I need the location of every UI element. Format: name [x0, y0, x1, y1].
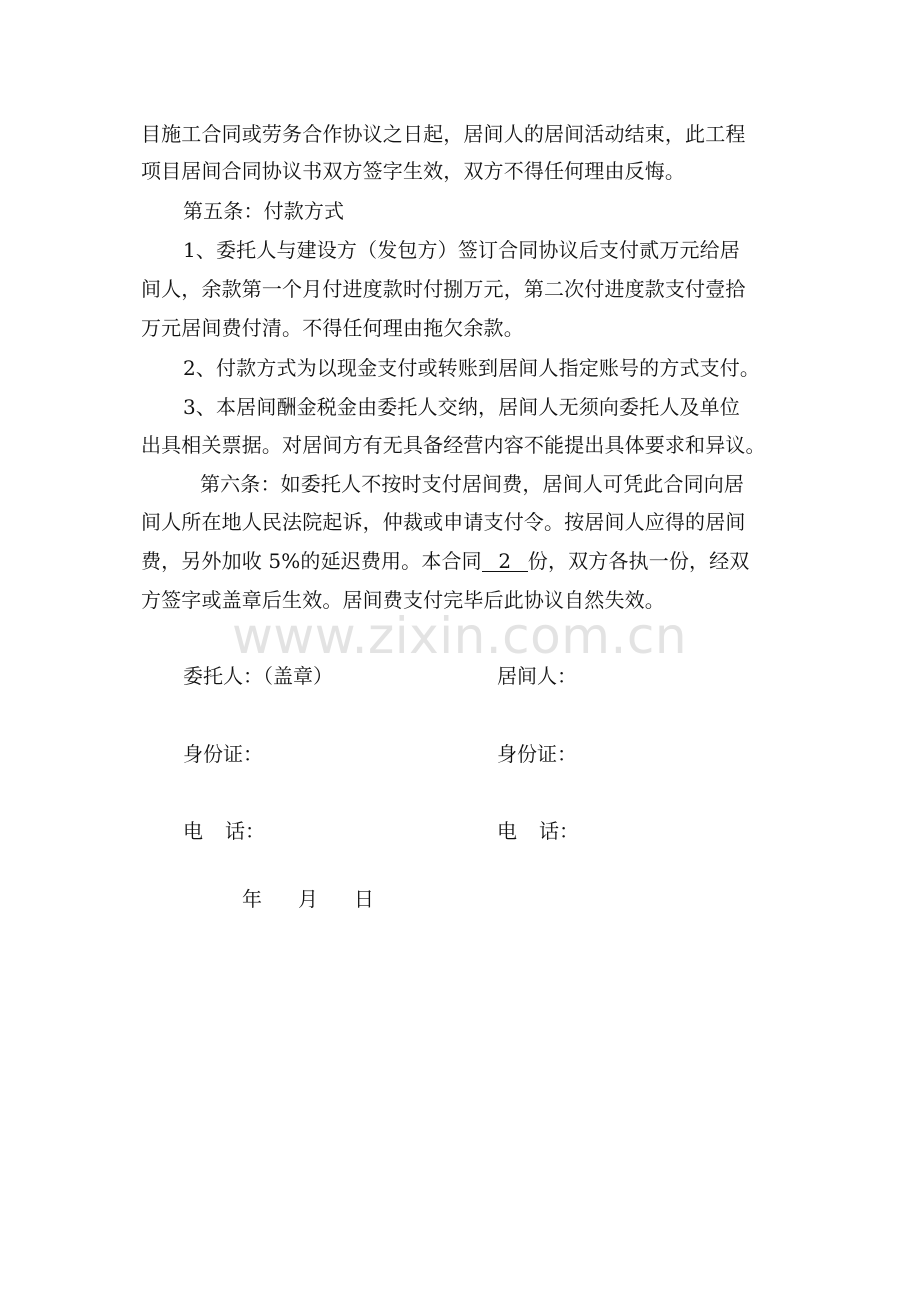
paragraph-line-with-blank [141, 549, 749, 573]
paragraph-line: 间人，余款第一个月付进度款时付捌万元，第二次付进度款支付壹拾 [141, 277, 746, 301]
phone-char: 电 [183, 819, 203, 843]
client-phone-label [183, 819, 265, 843]
copies-count-blank: 2 [482, 551, 528, 572]
paragraph-line: 目施工合同或劳务合作协议之日起，居间人的居间活动结束，此工程 [141, 122, 746, 146]
broker-signature-label: 居间人： [497, 664, 577, 688]
paragraph-line: 万元居间费付清。不得任何理由拖欠余款。 [141, 316, 524, 340]
paragraph-line: 3、本居间酬金税金由委托人交纳，居间人无须向委托人及单位 [183, 395, 740, 419]
paragraph-line: 方签字或盖章后生效。居间费支付完毕后此协议自然失效。 [141, 588, 665, 612]
paragraph-line: 1、委托人与建设方（发包方）签订合同协议后支付贰万元给居 [183, 238, 740, 262]
watermark: www.zixin.com.cn [232, 607, 688, 665]
paragraph-line: 2、付款方式为以现金支付或转账到居间人指定账号的方式支付。 [183, 356, 761, 380]
phone-char: 话： [539, 819, 579, 843]
paragraph-text: 费，另外加收 5%的延迟费用。本合同 [141, 549, 482, 573]
paragraph-line: 项目居间合同协议书双方签字生效，双方不得任何理由反悔。 [141, 159, 686, 183]
date-year: 年 [242, 887, 262, 911]
client-id-label: 身份证： [183, 742, 263, 766]
date-month: 月 [298, 887, 318, 911]
phone-char: 电 [497, 819, 517, 843]
paragraph-text: 份，双方各执一份，经双 [527, 549, 750, 573]
article-6-line: 第六条：如委托人不按时支付居间费，居间人可凭此合同向居 [200, 472, 745, 496]
date-day: 日 [354, 887, 374, 911]
broker-phone-label [497, 819, 579, 843]
broker-id-label: 身份证： [497, 742, 577, 766]
phone-char: 话： [225, 819, 265, 843]
article-5-heading: 第五条：付款方式 [183, 199, 345, 223]
date-line [242, 887, 374, 911]
client-signature-label: 委托人：（盖章） [183, 664, 333, 688]
paragraph-line: 出具相关票据。对居间方有无具备经营内容不能提出具体要求和异议。 [141, 433, 766, 457]
paragraph-line: 间人所在地人民法院起诉，仲裁或申请支付令。按居间人应得的居间 [141, 510, 746, 534]
